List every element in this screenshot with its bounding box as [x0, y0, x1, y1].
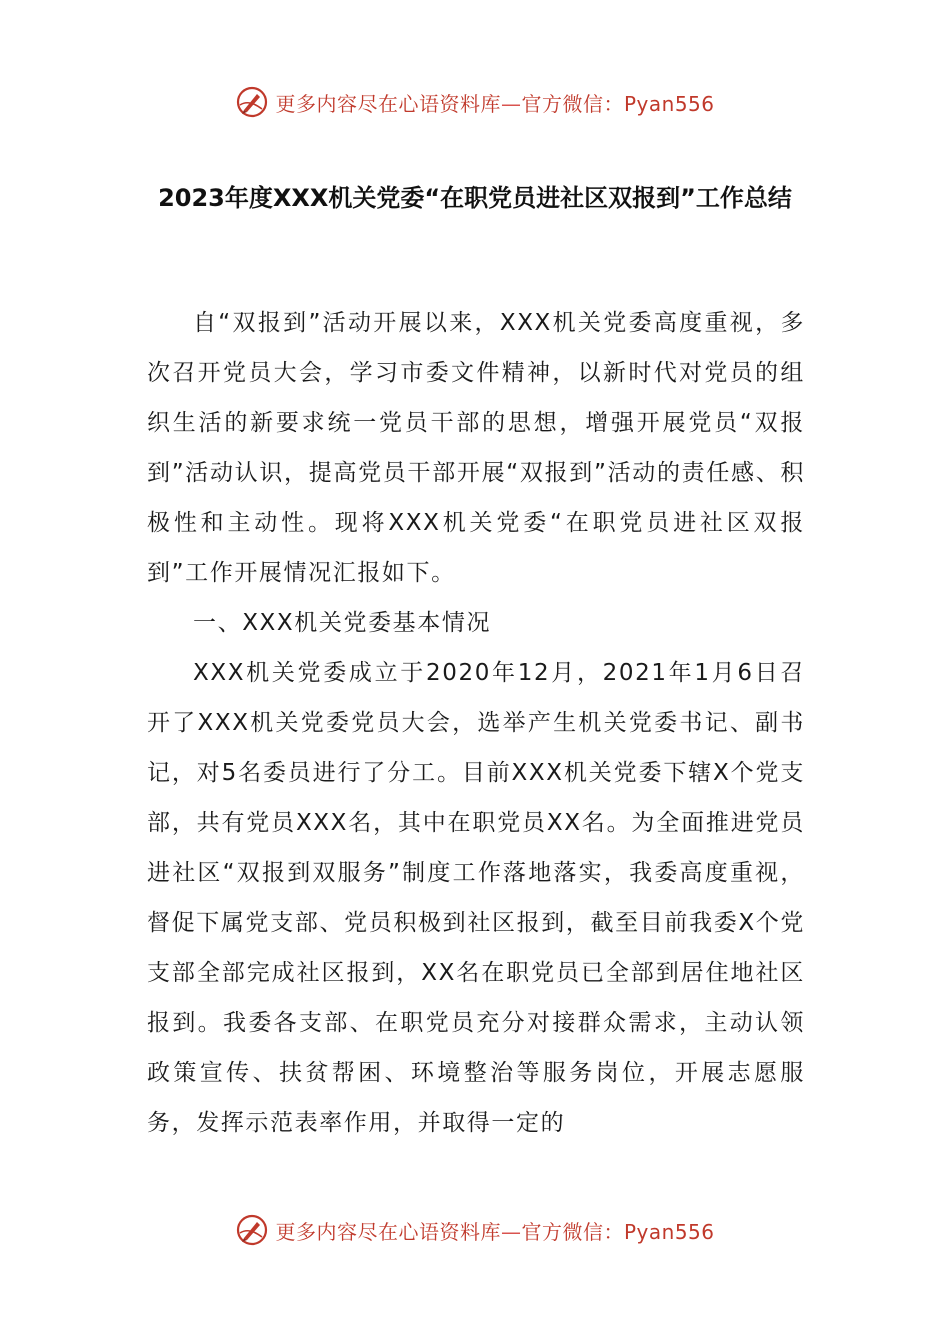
pen-logo-icon — [235, 85, 269, 119]
footer-watermark — [0, 1210, 950, 1250]
watermark-dash: — — [500, 1219, 522, 1244]
document-body — [147, 298, 805, 1148]
header-watermark — [0, 82, 950, 122]
paragraph-intro: 自“双报到”活动开展以来，XXX机关党委高度重视，多次召开党员大会，学习市委文件精神，以新时代对党员的组织生活的新要求统一党员干部的思想，增强开展党员“双报到”活动认识，提高党员干部开展“双报到”活动的责任感、积极性和主动性。现将XXX机关党委“在职党员进社区双报到”工作开展情况汇报如下。 — [147, 310, 805, 586]
watermark-sub: 官方微信： — [521, 91, 624, 116]
watermark-main: 更多内容尽在心语资料库 — [275, 1219, 501, 1244]
watermark-main: 更多内容尽在心语资料库 — [275, 91, 501, 116]
watermark-text — [275, 1216, 714, 1245]
watermark-wechat-id: Pyan556 — [623, 91, 715, 116]
watermark-sub: 官方微信： — [521, 1219, 624, 1244]
document-title: 2023年度XXX机关党委“在职党员进社区双报到”工作总结 — [158, 184, 792, 212]
pen-logo-icon — [235, 1213, 269, 1247]
watermark-wechat-id: Pyan556 — [623, 1219, 715, 1244]
paragraph-basic-info: XXX机关党委成立于2020年12月，2021年1月6日召开了XXX机关党委党员大会，选举产生机关党委书记、副书记，对5名委员进行了分工。目前XXX机关党委下辖X个党支部，共有党员XXX名，其中在职党员XX名。为全面推进党员进社区“双报到双服务”制度工作落地落实，我委高度重视，督促下属党支部、党员积极到社区报到，截至目前我委X个党支部全部完成社区报到，XX名在职党员已全部到居住地社区报到。我委各支部、在职党员充分对接群众需求，主动认领政策宣传、扶贫帮困、环境整治等服务岗位，开展志愿服务，发挥示范表率作用，并取得一定的 — [147, 660, 805, 1136]
watermark-text — [275, 88, 714, 117]
section-heading: 一、XXX机关党委基本情况 — [193, 610, 492, 636]
watermark-dash: — — [500, 91, 522, 116]
